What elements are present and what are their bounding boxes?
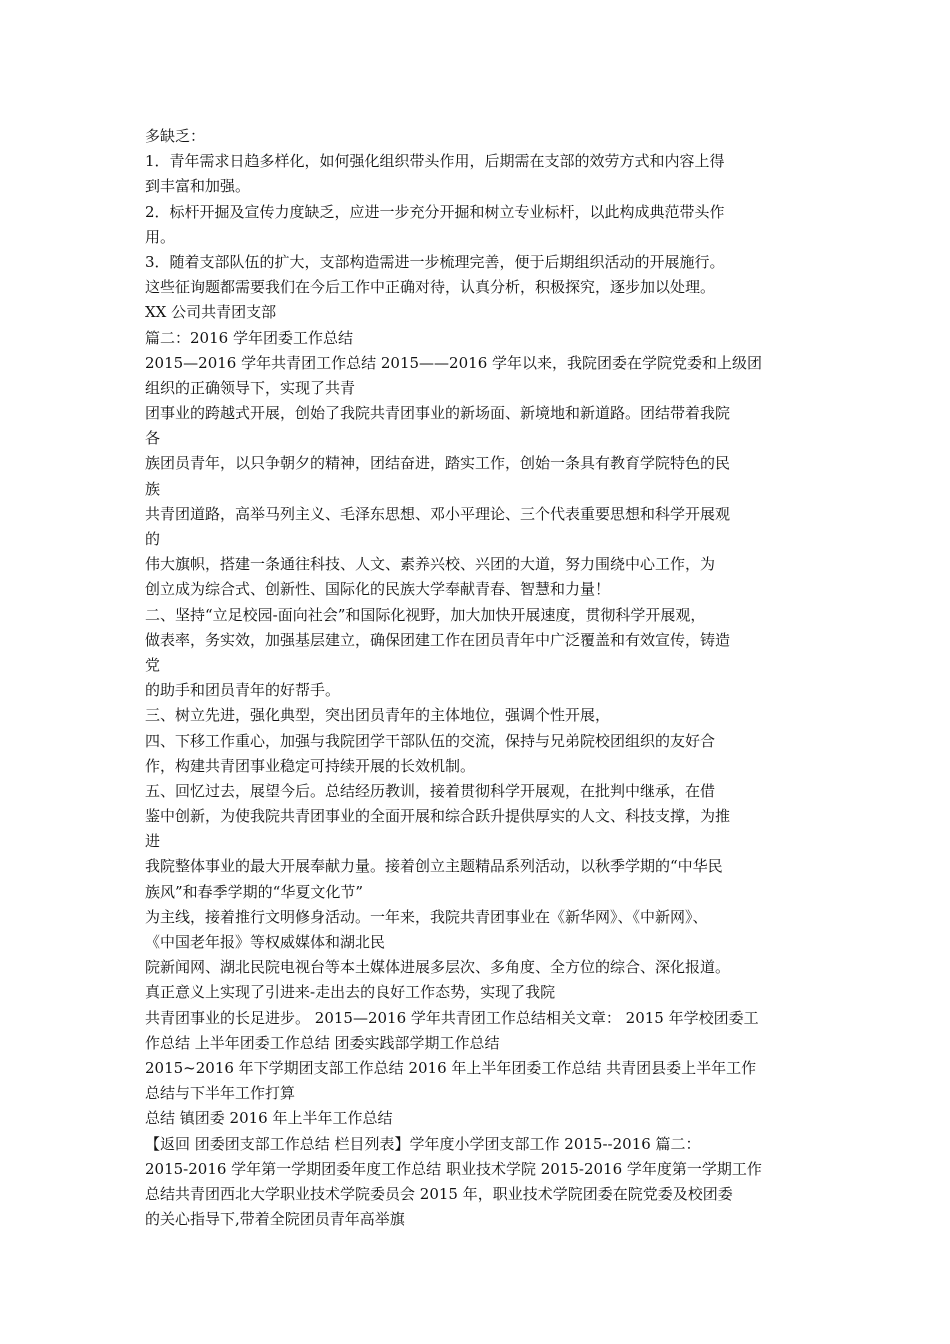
text-line: 真正意义上实现了引进来-走出去的良好工作态势，实现了我院 bbox=[145, 983, 556, 1002]
text-line: 2015—2016 学年共青团工作总结 2015——2016 学年以来，我院团委在学院党委和上级团 bbox=[145, 353, 763, 372]
text-line: 院新闻网、湖北民院电视台等本土媒体进展多层次、多角度、全方位的综合、深化报道。 bbox=[145, 958, 731, 977]
text-line: 做表率，务实效，加强基层建立，确保团建工作在团员青年中广泛覆盖和有效宣传，铸造 bbox=[145, 630, 731, 649]
text-line: 《中国老年报》等权威媒体和湖北民 bbox=[145, 933, 386, 951]
text-line: 进 bbox=[145, 832, 161, 851]
text-line: 创立成为综合式、创新性、国际化的民族大学奉献青春、智慧和力量！ bbox=[145, 580, 611, 599]
document-body bbox=[145, 124, 809, 1232]
text-line: 的 bbox=[145, 530, 161, 548]
text-line: 3．随着支部队伍的扩大，支部构造需进一步梳理完善，便于后期组织活动的开展施行。 bbox=[145, 252, 725, 271]
text-line: 2．标杆开掘及宣传力度缺乏，应进一步充分开掘和树立专业标杆，以此构成典范带头作 bbox=[145, 202, 725, 221]
text-line: 团事业的跨越式开展，创始了我院共青团事业的新场面、新境地和新道路。团结带着我院 bbox=[145, 404, 731, 423]
text-line: 用。 bbox=[145, 227, 176, 246]
text-line: 2015~2016 年下学期团支部工作总结 2016 年上半年团委工作总结 共青团县委上半年工作 bbox=[145, 1058, 757, 1077]
text-line: 的关心指导下,带着全院团员青年高举旗 bbox=[145, 1210, 405, 1229]
text-line: 党 bbox=[145, 655, 161, 674]
text-line: 五、回忆过去，展望今后。总结经历教训，接着贯彻科学开展观，在批判中继承，在借 bbox=[145, 781, 716, 800]
text-line: 族 bbox=[145, 479, 161, 498]
text-line: 共青团事业的长足进步。 2015—2016 学年共青团工作总结相关文章： 2015 年学校团委工 bbox=[145, 1008, 759, 1027]
text-line: 伟大旗帜，搭建一条通往科技、人文、素养兴校、兴团的大道，努力围绕中心工作，为 bbox=[145, 555, 716, 574]
text-line: 族风”和春季学期的“华夏文化节” bbox=[145, 882, 364, 901]
text-line: 1．青年需求日趋多样化，如何强化组织带头作用，后期需在支部的效劳方式和内容上得 bbox=[145, 152, 725, 171]
text-line: 这些征询题都需要我们在今后工作中正确对待，认真分析，积极探究，逐步加以处理。 bbox=[145, 278, 716, 297]
text-line: 为主线，接着推行文明修身活动。一年来，我院共青团事业在《新华网》、《中新网》、 bbox=[145, 907, 708, 926]
text-line: 篇二：2016 学年团委工作总结 bbox=[145, 328, 353, 347]
text-line: 鉴中创新，为使我院共青团事业的全面开展和综合跃升提供厚实的人文、科技支撑，为推 bbox=[145, 807, 731, 826]
text-line: 的助手和团员青年的好帮手。 bbox=[145, 681, 341, 700]
text-line: 组织的正确领导下，实现了共青 bbox=[145, 378, 356, 397]
text-line: 二、坚持“立足校园-面向社会”和国际化视野，加大加快开展速度，贯彻科学开展观， bbox=[145, 605, 706, 624]
text-line: 总结与下半年工作打算 bbox=[145, 1084, 296, 1103]
text-line: 到丰富和加强。 bbox=[145, 177, 251, 196]
text-line: XX 公司共青团支部 bbox=[145, 303, 277, 322]
text-line: 族团员青年，以只争朝夕的精神，团结奋进，踏实工作，创始一条具有教育学院特色的民 bbox=[145, 454, 731, 473]
text-line: 四、下移工作重心，加强与我院团学干部队伍的交流，保持与兄弟院校团组织的友好合 bbox=[145, 731, 716, 750]
text-line: 作，构建共青团事业稳定可持续开展的长效机制。 bbox=[145, 756, 476, 775]
text-line: 作总结 上半年团委工作总结 团委实践部学期工作总结 bbox=[145, 1033, 500, 1052]
text-line: 多缺乏： bbox=[145, 127, 206, 145]
text-line: 【返回 团委团支部工作总结 栏目列表】学年度小学团支部工作 2015--2016 篇二： bbox=[145, 1134, 701, 1153]
text-line: 2015-2016 学年第一学期团委年度工作总结 职业技术学院 2015-2016 学年度第一学期工作 bbox=[145, 1159, 762, 1178]
text-line: 共青团道路，高举马列主义、毛泽东思想、邓小平理论、三个代表重要思想和科学开展观 bbox=[145, 504, 731, 523]
text-line: 我院整体事业的最大开展奉献力量。接着创立主题精品系列活动，以秋季学期的“中华民 bbox=[145, 857, 723, 876]
text-line: 各 bbox=[145, 429, 161, 448]
text-line: 总结共青团西北大学职业技术学院委员会 2015 年，职业技术学院团委在院党委及校团委 bbox=[145, 1184, 733, 1203]
text-line: 总结 镇团委 2016 年上半年工作总结 bbox=[145, 1109, 393, 1128]
text-line: 三、树立先进，强化典型，突出团员青年的主体地位，强调个性开展， bbox=[145, 706, 611, 725]
